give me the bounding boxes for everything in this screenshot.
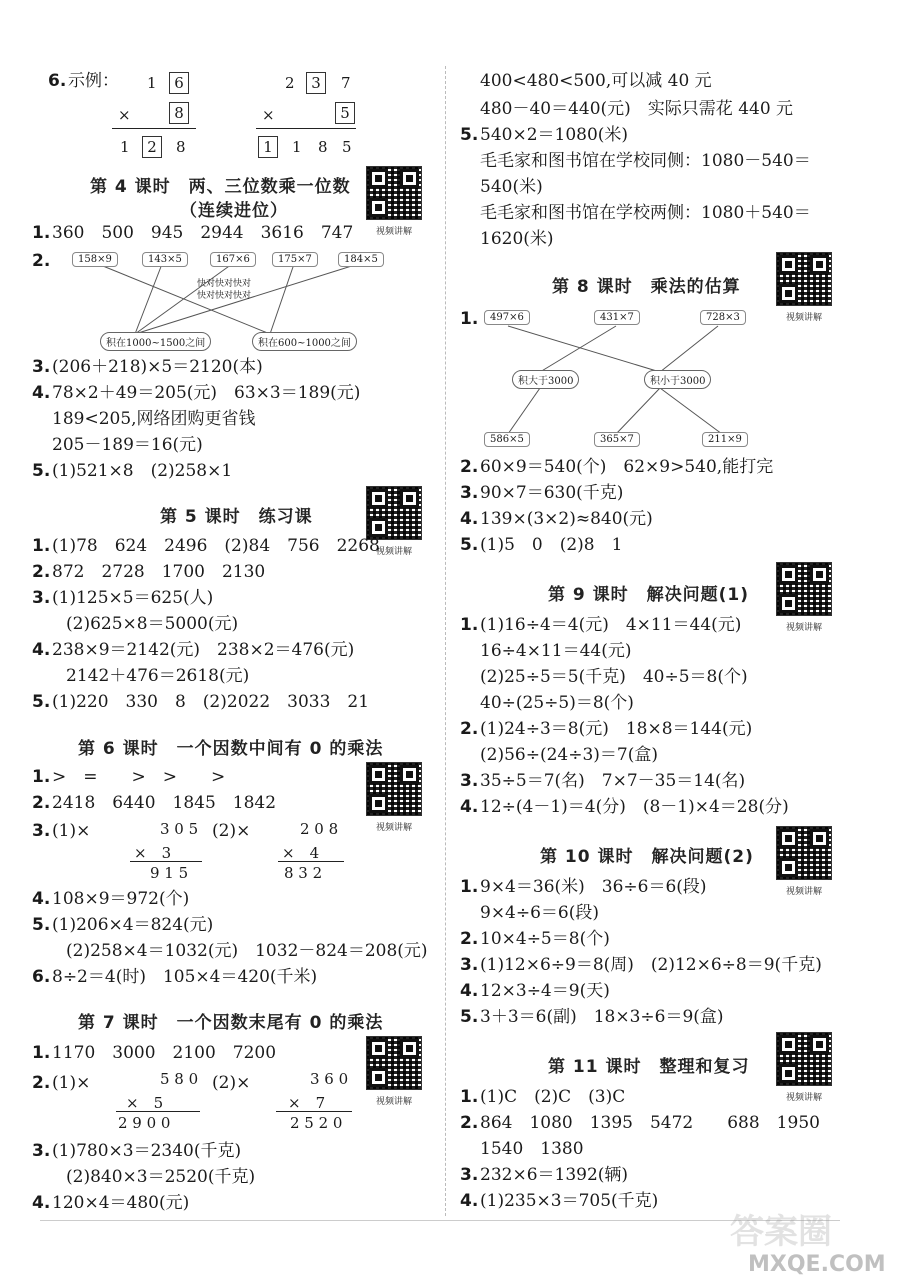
example1-digit: 8 [176,138,186,156]
qr-icon [776,562,832,616]
qr-caption: 视频讲解 [375,227,412,237]
question-number: 2. [32,793,51,813]
range-box: 积在1000~1500之间 [100,332,211,351]
qr-code[interactable] [366,1036,422,1107]
answer-text: (1)235×3＝705(千克) [480,1191,659,1211]
expression-tag: 167×6 [210,252,256,267]
answer-text: (1)× [52,821,91,841]
answer-text: 1170 3000 2100 7200 [52,1043,277,1063]
calc-row: 3 0 5 [160,820,199,838]
answer-text: (2)× [212,821,251,841]
question-number: 1. [32,1043,51,1063]
example1-digit: 1 [147,74,157,92]
example2-digit: 2 [285,74,295,92]
answer-text: (1)521×8 (2)258×1 [52,461,233,481]
example1-sign: × [118,106,131,124]
answer-text: 35÷5＝7(名) 7×7－35＝14(名) [480,771,746,791]
question-number: 6. [32,967,51,987]
calc-row: × 5 [126,1094,164,1112]
answer-text: 872 2728 1700 2130 [52,562,266,582]
example1-box: 2 [142,136,162,158]
answer-text: (2)258×4＝1032(元) 1032－824＝208(元) [66,941,428,961]
answer-text: 139×(3×2)≈840(元) [480,509,653,529]
stamp-text: 快对快对快对 [197,279,252,289]
lesson8-title: 第 8 课时 乘法的估算 [552,277,741,297]
answer-text: (2)625×8＝5000(元) [66,614,239,634]
question-number: 5. [460,1007,479,1027]
question-number: 4. [32,1193,51,1213]
example1-box: 8 [169,102,189,124]
question-number: 3. [460,1165,479,1185]
answer-text: (2)× [212,1073,251,1093]
calc-row: 2 9 0 0 [118,1114,171,1132]
answer-text: 2418 6440 1845 1842 [52,793,277,813]
answer-text: 360 500 945 2944 3616 747 [52,223,354,243]
question-number: 1. [460,877,479,897]
question-number: 2. [32,562,51,582]
lesson11-title: 第 11 课时 整理和复习 [548,1057,750,1077]
question-number: 3. [32,821,51,841]
qr-caption: 视频讲解 [375,1097,412,1107]
expression-tag: 184×5 [338,252,384,267]
example2-digit: 8 [318,138,328,156]
answer-text: 毛毛家和图书馆在学校两侧：1080＋540＝ [480,203,811,223]
question-number: 1. [32,767,51,787]
answer-text: 189<205,网络团购更省钱 [52,409,256,429]
answer-text: 90×7＝630(千克) [480,483,624,503]
question-number: 5. [460,535,479,555]
answer-text: (206＋218)×5＝2120(本) [52,357,263,377]
answer-text: 540×2＝1080(米) [480,125,629,145]
example2-box: 1 [258,136,278,158]
calc-row: × 3 [134,844,172,862]
answer-text: (1)78 624 2496 (2)84 756 2268 [52,536,380,556]
answer-text: 12×3÷4＝9(天) [480,981,610,1001]
answer-text: (1)780×3＝2340(千克) [52,1141,242,1161]
answer-text: (1)12×6÷9＝8(周) (2)12×6÷8＝9(千克) [480,955,822,975]
question-number: 5. [460,125,479,145]
answer-text: 9×4＝36(米) 36÷6＝6(段) [480,877,707,897]
qr-icon [366,1036,422,1090]
question-number: 2. [460,457,479,477]
calc-row: × 7 [288,1094,326,1112]
question-number: 4. [32,640,51,660]
question-number: 2. [32,251,51,271]
answer-text: 1540 1380 [480,1139,584,1159]
answer-text: 3＋3＝6(副) 18×3÷6＝9(盒) [480,1007,724,1027]
expression-tag: 728×3 [700,310,746,325]
example2-box: 5 [335,102,355,124]
qr-caption: 视频讲解 [785,623,822,633]
example2-digit: 5 [342,138,352,156]
watermark-url: MXQE.COM [748,1252,886,1277]
question-number: 4. [460,509,479,529]
question-number: 3. [32,588,51,608]
example2-sign: × [262,106,275,124]
qr-caption: 视频讲解 [785,1093,822,1103]
calc-rule [130,861,202,862]
answer-text: (1)5 0 (2)8 1 [480,535,623,555]
lesson10-title: 第 10 课时 解决问题(2) [540,847,754,867]
question-number: 5. [32,915,51,935]
calc-rule [116,1111,200,1112]
answer-text: (1)220 330 8 (2)2022 3033 21 [52,692,370,712]
answer-text: 16÷4×11＝44(元) [480,641,632,661]
answer-text: 60×9＝540(个) 62×9>540,能打完 [480,457,774,477]
answer-text: (1)125×5＝625(人) [52,588,214,608]
question-number: 3. [460,483,479,503]
answer-text: > = > > > [52,767,226,787]
expression-tag: 431×7 [594,310,640,325]
qr-caption: 视频讲解 [375,823,412,833]
range-box: 积在600~1000之间 [252,332,357,351]
answer-text: 238×9＝2142(元) 238×2＝476(元) [52,640,355,660]
question-number: 2. [460,1113,479,1133]
example1-digit: 1 [120,138,130,156]
qr-icon [366,762,422,816]
question-number: 3. [32,357,51,377]
question-number: 1. [32,536,51,556]
expression-tag: 211×9 [702,432,748,447]
example2-digit: 7 [341,74,351,92]
answer-text: (1)16÷4＝4(元) 4×11＝44(元) [480,615,742,635]
answer-text: 108×9＝972(个) [52,889,190,909]
example1-box: 6 [169,72,189,94]
lesson4-subtitle: （连续进位） [180,201,288,221]
calc-row: 3 6 0 [310,1070,349,1088]
calc-rule [278,861,344,862]
expression-tag: 365×7 [594,432,640,447]
expression-tag: 497×6 [484,310,530,325]
lesson9-title: 第 9 课时 解决问题(1) [548,585,750,605]
answer-text: 78×2＋49＝205(元) 63×3＝189(元) [52,383,361,403]
answer-text: (1)24÷3＝8(元) 18×8＝144(元) [480,719,753,739]
qr-caption: 视频讲解 [375,547,412,557]
lesson5-title: 第 5 课时 练习课 [160,507,313,527]
question-number: 4. [32,889,51,909]
calc-row: 9 1 5 [150,864,189,882]
calc-rule [276,1111,352,1112]
question-number: 2. [32,1073,51,1093]
qr-code[interactable] [366,762,422,833]
stamp-text: 快对快对快对 [197,291,252,301]
answer-text: 400<480<500,可以减 40 元 [480,71,712,91]
question-number: 1. [460,615,479,635]
watermark-logo: 答案圈 [730,1212,832,1252]
answer-text: 9×4÷6＝6(段) [480,903,600,923]
qr-caption: 视频讲解 [785,887,822,897]
answer-text: 毛毛家和图书馆在学校同侧：1080－540＝ [480,151,811,171]
range-box: 积小于3000 [644,370,711,389]
answer-text: 540(米) [480,177,543,197]
answer-text: 232×6＝1392(辆) [480,1165,629,1185]
qr-code[interactable] [776,1032,832,1103]
qr-code[interactable] [776,826,832,897]
answer-text: 205－189＝16(元) [52,435,203,455]
calc-row: 8 3 2 [284,864,323,882]
calc-row: 2 5 2 0 [290,1114,343,1132]
question-number: 1. [32,223,51,243]
expression-tag: 586×5 [484,432,530,447]
calc-row: × 4 [282,844,320,862]
question-number: 5. [32,461,51,481]
estimation-lines [0,0,900,460]
qr-icon [776,1032,832,1086]
range-box: 积大于3000 [512,370,579,389]
answer-text: 864 1080 1395 5472 688 1950 [480,1113,820,1133]
qr-icon [366,486,422,540]
answer-text: 40÷(25÷5)＝8(个) [480,693,634,713]
lesson7-title: 第 7 课时 一个因数末尾有 0 的乘法 [78,1013,384,1033]
qr-icon [776,826,832,880]
footer-rule [40,1220,840,1221]
question-number: 3. [460,955,479,975]
expression-tag: 158×9 [72,252,118,267]
expression-tag: 175×7 [272,252,318,267]
q6-label: 示例： [68,71,119,91]
qr-caption: 视频讲解 [785,313,822,323]
calc-row: 5 8 0 [160,1070,199,1088]
question-number: 2. [460,719,479,739]
answer-text: (2)840×3＝2520(千克) [66,1167,256,1187]
calc-row: 2 0 8 [300,820,339,838]
answer-text: 2142＋476＝2618(元) [66,666,250,686]
expression-tag: 143×5 [142,252,188,267]
answer-text: 1620(米) [480,229,554,249]
answer-text: 480－40＝440(元) 实际只需花 440 元 [480,99,794,119]
q6-number: 6. [48,71,67,91]
answer-text: 8÷2＝4(时) 105×4＝420(千米) [52,967,318,987]
answer-text: (1)C (2)C (3)C [480,1087,626,1107]
question-number: 4. [460,981,479,1001]
answer-text: (2)56÷(24÷3)＝7(盒) [480,745,658,765]
question-number: 2. [460,929,479,949]
question-number: 3. [32,1141,51,1161]
example2-digit: 1 [292,138,302,156]
answer-text: (2)25÷5＝5(千克) 40÷5＝8(个) [480,667,748,687]
question-number: 3. [460,771,479,791]
qr-code[interactable] [776,562,832,633]
lesson4-title: 第 4 课时 两、三位数乘一位数 [90,177,351,197]
answer-text: 10×4÷5＝8(个) [480,929,610,949]
answer-text: (1)× [52,1073,91,1093]
question-number: 4. [460,797,479,817]
answer-text: (1)206×4＝824(元) [52,915,214,935]
question-number: 4. [460,1191,479,1211]
question-number: 5. [32,692,51,712]
question-number: 1. [460,1087,479,1107]
example2-box: 3 [306,72,326,94]
question-number: 4. [32,383,51,403]
question-number: 1. [460,309,479,329]
answer-text: 120×4＝480(元) [52,1193,190,1213]
lesson6-title: 第 6 课时 一个因数中间有 0 的乘法 [78,739,384,759]
answer-text: 12÷(4－1)＝4(分) (8－1)×4＝28(分) [480,797,789,817]
